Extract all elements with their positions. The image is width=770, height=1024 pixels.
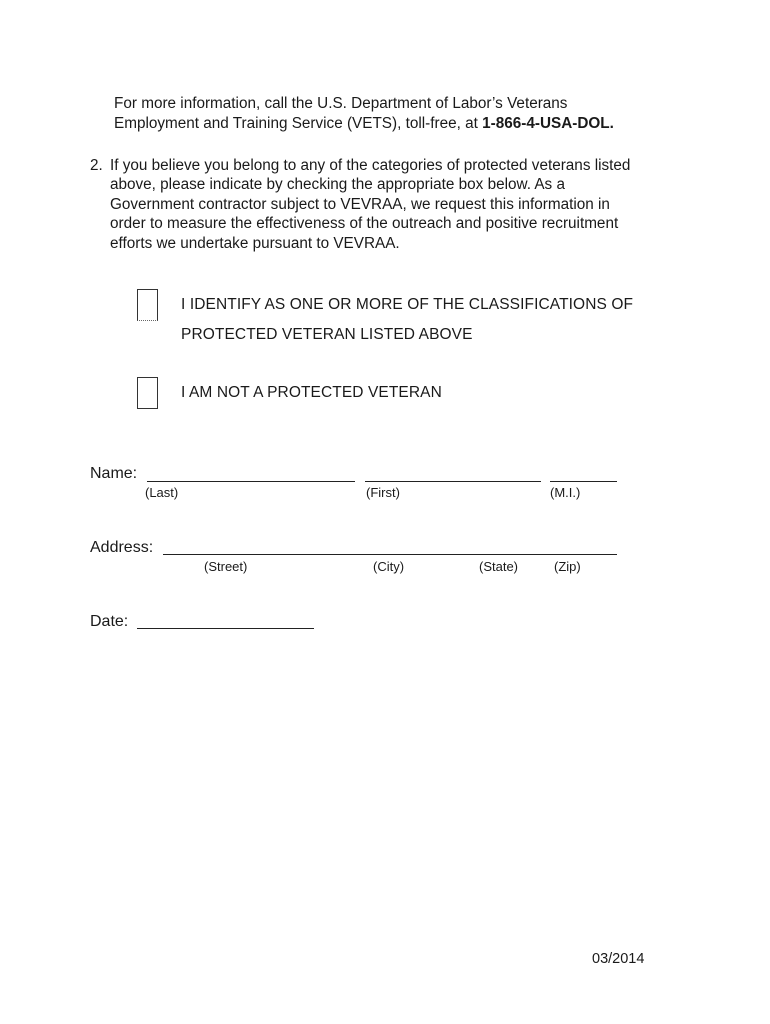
- protected-veteran-checkbox[interactable]: [137, 289, 158, 321]
- name-label: Name:: [90, 465, 138, 482]
- date-field[interactable]: [137, 628, 314, 629]
- not-protected-veteran-label: I AM NOT A PROTECTED VETERAN: [181, 384, 442, 401]
- protected-veteran-label-line-1: I IDENTIFY AS ONE OR MORE OF THE CLASSIFICATIONS OF: [181, 296, 634, 313]
- protected-veteran-label-line-2: PROTECTED VETERAN LISTED ABOVE: [181, 326, 473, 343]
- last-name-caption: (Last): [145, 485, 179, 500]
- info-line-2-text: Employment and Training Service (VETS), toll-free, at: [114, 115, 483, 132]
- item-2-line-5: efforts we undertake pursuant to VEVRAA.: [110, 235, 400, 252]
- zip-caption: (Zip): [554, 559, 581, 574]
- revision-date: 03/2014: [592, 951, 645, 967]
- street-caption: (Street): [204, 559, 248, 574]
- last-name-field[interactable]: [147, 481, 355, 482]
- state-caption: (State): [479, 559, 519, 574]
- address-label: Address:: [90, 539, 154, 556]
- item-2-line-2: above, please indicate by checking the appropriate box below. As a: [110, 176, 565, 193]
- info-line-1: For more information, call the U.S. Department of Labor’s Veterans: [114, 95, 568, 112]
- date-label: Date:: [90, 613, 129, 630]
- item-2-line-4: order to measure the effectiveness of the outreach and positive recruitment: [110, 215, 619, 232]
- info-line-2: [114, 114, 614, 134]
- first-name-caption: (First): [366, 485, 400, 500]
- vets-phone-number: 1-866-4-USA-DOL.: [482, 115, 614, 132]
- first-name-field[interactable]: [365, 481, 541, 482]
- address-field[interactable]: [163, 554, 617, 555]
- item-2-number: 2.: [90, 157, 103, 174]
- item-2-line-1: If you believe you belong to any of the categories of protected veterans listed: [110, 157, 631, 174]
- not-protected-veteran-checkbox[interactable]: [137, 377, 158, 409]
- city-caption: (City): [373, 559, 405, 574]
- item-2-line-3: Government contractor subject to VEVRAA, we request this information in: [110, 196, 610, 213]
- middle-initial-caption: (M.I.): [550, 485, 581, 500]
- middle-initial-field[interactable]: [550, 481, 617, 482]
